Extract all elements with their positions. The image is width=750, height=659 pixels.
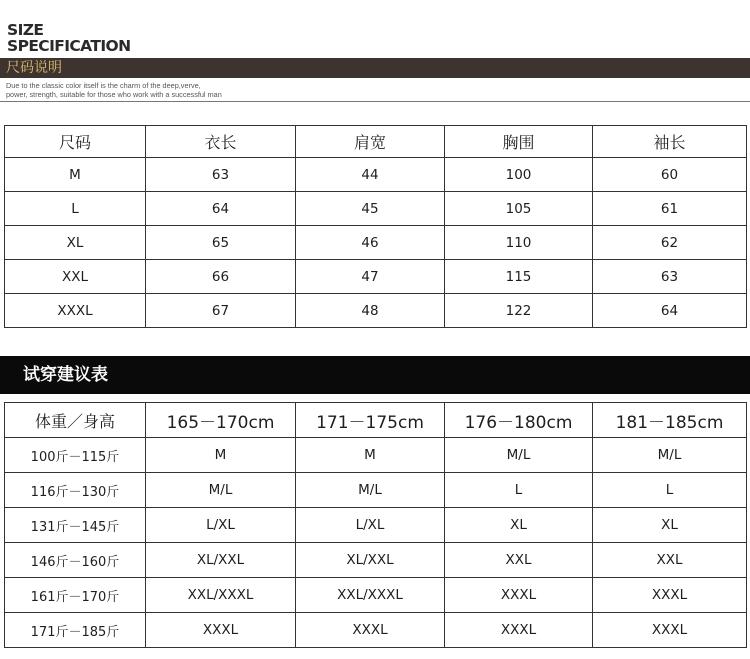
description-line-1: Due to the classic color itself is the charm of the deep,verve,: [6, 81, 201, 90]
fit-table-header: [5, 403, 747, 438]
table-cell: 67: [146, 294, 296, 328]
description-line-2: power, strength, suitable for those who work with a successful man: [6, 90, 222, 99]
table-cell: XXL/XXXL: [146, 578, 296, 613]
table-row: [5, 578, 747, 613]
table-cell: 48: [296, 294, 445, 328]
height-col-header: 171－175cm: [296, 403, 445, 438]
fit-suggestion-table: [4, 402, 747, 648]
table-cell: XL: [445, 508, 593, 543]
height-col-header: 181－185cm: [593, 403, 747, 438]
length-col-header: 衣长: [146, 126, 296, 158]
table-row: [5, 473, 747, 508]
weight-range-cell: 146斤－160斤: [5, 543, 146, 578]
table-cell: 62: [593, 226, 747, 260]
weight-height-col-header: 体重／身高: [5, 403, 146, 438]
table-cell: XXXL: [593, 613, 747, 648]
table-cell: 63: [593, 260, 747, 294]
size-col-header: 尺码: [5, 126, 146, 158]
divider-line: [0, 101, 750, 102]
table-row: [5, 260, 747, 294]
table-cell: 65: [146, 226, 296, 260]
table-cell: XXL/XXXL: [296, 578, 445, 613]
table-cell: XL/XXL: [146, 543, 296, 578]
table-cell: 115: [445, 260, 593, 294]
table-cell: M/L: [296, 473, 445, 508]
table-cell: XXL: [593, 543, 747, 578]
table-cell: XXL: [445, 543, 593, 578]
table-cell: XL: [593, 508, 747, 543]
sleeve-col-header: 袖长: [593, 126, 747, 158]
table-row: [5, 508, 747, 543]
table-cell: 100: [445, 158, 593, 192]
table-cell: M/L: [146, 473, 296, 508]
weight-range-cell: 171斤－185斤: [5, 613, 146, 648]
table-cell: 47: [296, 260, 445, 294]
shoulder-col-header: 肩宽: [296, 126, 445, 158]
table-cell: L: [5, 192, 146, 226]
table-cell: XXXL: [593, 578, 747, 613]
table-cell: 60: [593, 158, 747, 192]
table-cell: XXXL: [5, 294, 146, 328]
size-table-header: [5, 126, 747, 158]
table-cell: M: [5, 158, 146, 192]
height-col-header: 176－180cm: [445, 403, 593, 438]
table-cell: L/XL: [146, 508, 296, 543]
description-text: [6, 81, 222, 99]
table-cell: M: [146, 438, 296, 473]
height-col-header: 165－170cm: [146, 403, 296, 438]
table-cell: 122: [445, 294, 593, 328]
table-cell: 64: [593, 294, 747, 328]
table-cell: XXXL: [146, 613, 296, 648]
table-row: [5, 438, 747, 473]
table-cell: XXXL: [445, 578, 593, 613]
table-cell: 44: [296, 158, 445, 192]
table-cell: L/XL: [296, 508, 445, 543]
size-specification-title: [7, 22, 130, 54]
table-cell: XXXL: [296, 613, 445, 648]
table-row: [5, 226, 747, 260]
table-cell: XXXL: [445, 613, 593, 648]
table-cell: 45: [296, 192, 445, 226]
table-row: [5, 543, 747, 578]
title-line-specification: SPECIFICATION: [7, 37, 131, 55]
table-cell: L: [593, 473, 747, 508]
table-row: [5, 158, 747, 192]
table-cell: 66: [146, 260, 296, 294]
weight-range-cell: 131斤－145斤: [5, 508, 146, 543]
chest-col-header: 胸围: [445, 126, 593, 158]
fit-suggestion-heading: 试穿建议表: [23, 365, 108, 385]
weight-range-cell: 161斤－170斤: [5, 578, 146, 613]
weight-range-cell: 116斤－130斤: [5, 473, 146, 508]
table-cell: XL: [5, 226, 146, 260]
size-table: [4, 125, 747, 328]
table-row: [5, 613, 747, 648]
table-cell: M/L: [593, 438, 747, 473]
table-cell: L: [445, 473, 593, 508]
table-row: [5, 294, 747, 328]
table-cell: 105: [445, 192, 593, 226]
fit-suggestion-bar: [0, 356, 750, 394]
table-cell: 46: [296, 226, 445, 260]
table-cell: 110: [445, 226, 593, 260]
table-cell: 63: [146, 158, 296, 192]
table-row: [5, 192, 747, 226]
table-cell: M: [296, 438, 445, 473]
table-cell: 61: [593, 192, 747, 226]
size-description-heading: 尺码说明: [6, 60, 62, 76]
table-cell: XL/XXL: [296, 543, 445, 578]
weight-range-cell: 100斤－115斤: [5, 438, 146, 473]
table-cell: XXL: [5, 260, 146, 294]
table-cell: 64: [146, 192, 296, 226]
table-cell: M/L: [445, 438, 593, 473]
size-description-bar: [0, 58, 750, 78]
title-line-size: SIZE: [7, 21, 44, 39]
